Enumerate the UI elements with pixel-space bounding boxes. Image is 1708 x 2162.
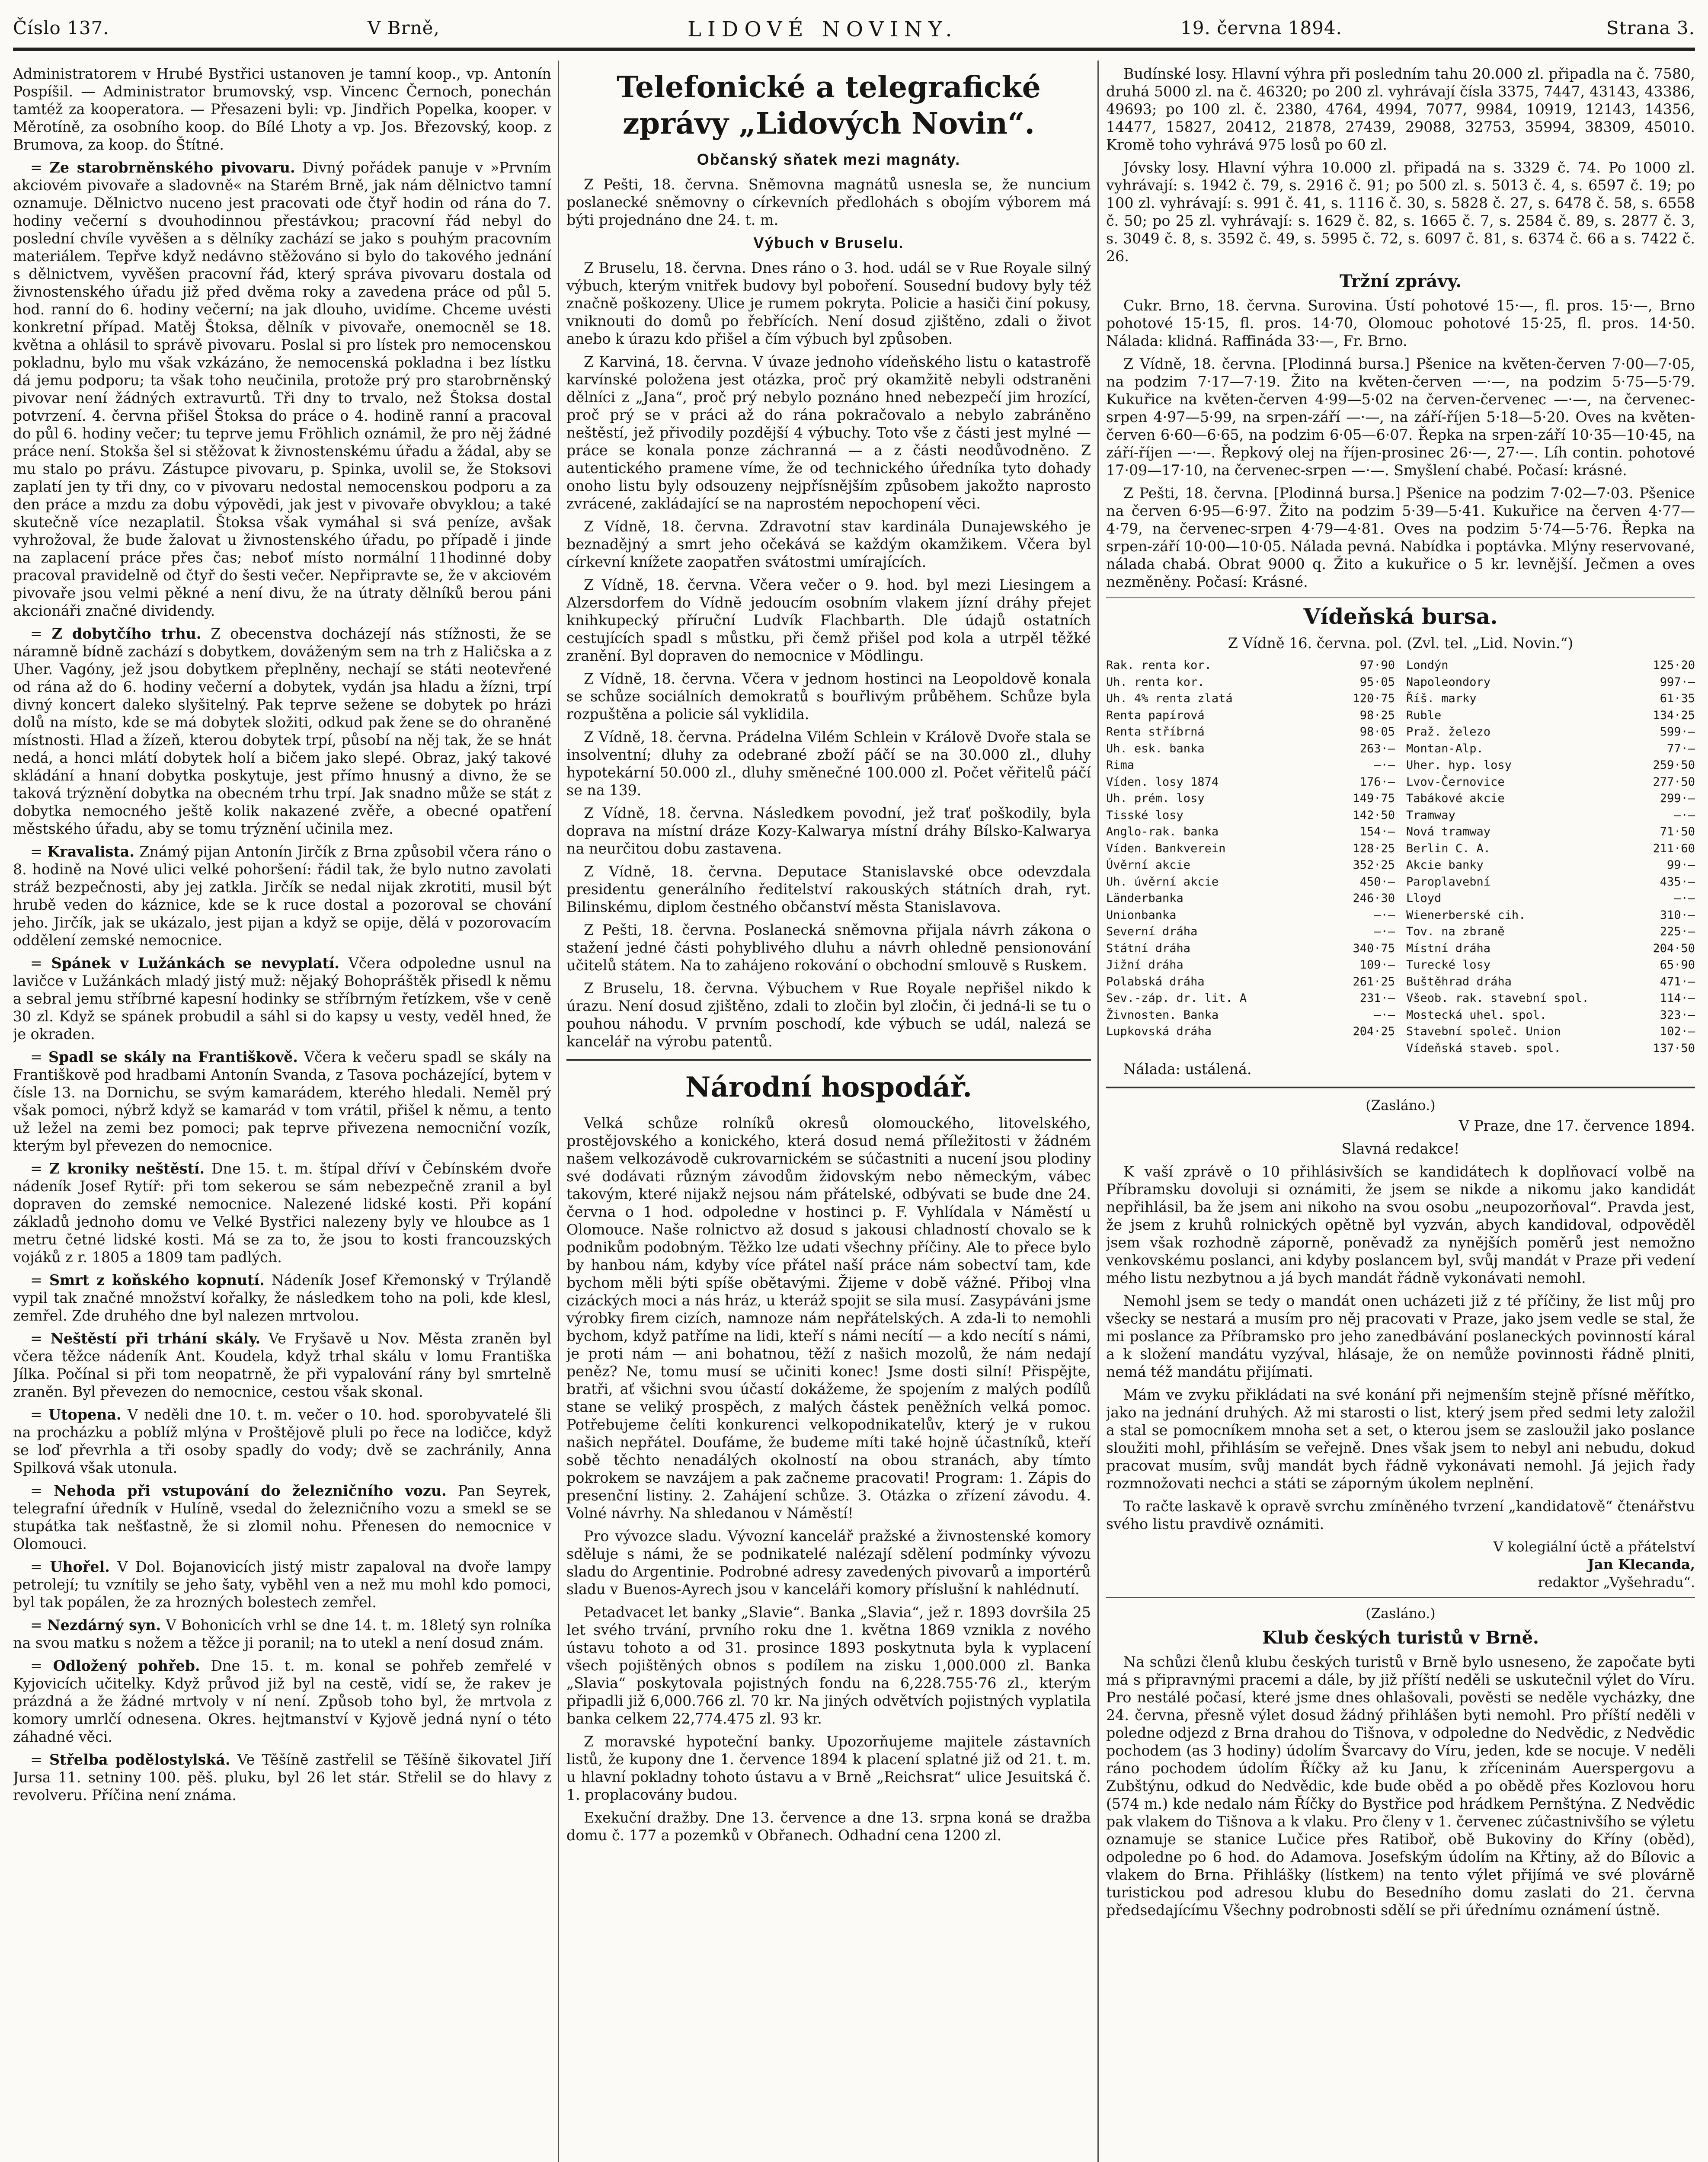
bourse-security-name: Uher. hyp. losy — [1406, 758, 1512, 772]
bourse-security-name: Říš. marky — [1406, 692, 1477, 705]
letter-salutation: Slavná redakce! — [1341, 1140, 1460, 1157]
bourse-quote: 102·— — [1660, 1025, 1695, 1038]
news-paragraph: Z Karviná, 18. června. V úvaze jednoho vídeňského listu o katastrofě karvínské položena jest otázka, proč prý okamžitě nebyli odstraněni dělníci z „Jana“, proč prý nebylo poznáno hned nebezpečí jim hrozící, proč prý se v práci až do rána pokračovalo a nebylo zabráněno neštěstí, jež přivodily pozdější 4 výbuchy. Toto vše z části jest mylné — práce se konala ponze záchranná — a z části neodůvodněno. Z autentického pramene víme, že od technického úředníka tyto dohady onoho listu byly odsouzeny nejpřísnějším způsobem jakožto naprosto zvrácené, zakládající se na naprostém nepochopení věci. — [566, 353, 1091, 512]
bourse-row — [1406, 790, 1695, 807]
news-paragraph: Z Vídně, 18. června. Následkem povodní, jež trať poškodily, byla doprava na místní dráze Kozy-Kalwarya místní dráhy Bílsko-Kalwarya na neurčitou dobu zastavena. — [566, 805, 1091, 857]
letter-dateline: V Praze, dne 17. července 1894. — [1459, 1117, 1695, 1134]
bourse-row — [1106, 1007, 1395, 1024]
section-rule — [1106, 1087, 1695, 1088]
bourse-security-name: Praž. železo — [1406, 725, 1491, 739]
news-item-text: Z obecenstva docházejí nás stížnosti, že se náramně bídně zachází s dobytkem, dováženým sem na trh z Haličska a z Uher. Vagóny, jež jsou dobytkem přeplněny, nechají se státi neotevřené od rána až do 6. hodiny večerní a dobytek, vydán jsa hladu a žízni, trpí divný koncert daleko slyšitelný. Pak teprve sežene se dobytek po hrázi dolů na místo, kde se má dobytek složiti, odkud pak žene se do ohraněné místnosti. Hlad a žízeň, kterou dobytek trpí, působí na něj tak, že se hnát nedá, a honci mlátí dobytek holí a bičem jako slepé. Obraz, jaký takové skládání a hnaní dobytka poskytuje, jest přímo hnusný a divno, že se taková trýznění dobytka na obecném trhu trpí. Jak snadno může se stát z dobytka nemocného ještě kolik nakazené zvěře, a obecné opatření městského úřadu, aby se tomu trýznění učinila mez. — [13, 625, 551, 837]
bourse-row — [1406, 874, 1695, 891]
news-item-heading: Utopena. — [48, 1406, 122, 1423]
bourse-row — [1106, 974, 1395, 991]
bourse-quote: 99·— — [1666, 858, 1695, 872]
news-item-text: Známý pijan Antonín Jirčík z Brna způsobil včera ráno o 8. hodině na Nové ulici velké pohoršení: řádil tak, že bylo nutno zavolati stráž bezpečnosti, aby jej zatkla. Jirčík se nedal nijak zkrotiti, musil být hrubě veden do káznice, kde se k ruce dostal a pozoroval se chování jeho. Jirčík, jak se ukázalo, jest pijan a když se opije, dělá v pozorovacím oddělení zemské nemocnice. — [13, 843, 551, 949]
bourse-security-name: Vídeňská staveb. spol. — [1406, 1041, 1561, 1055]
bourse-row — [1106, 774, 1395, 791]
bourse-row — [1106, 907, 1395, 924]
news-items — [13, 159, 551, 1804]
bourse-row — [1406, 940, 1695, 957]
economy-paragraph: Velká schůze rolníků okresů olomouckého, litovelského, prostějovského a konického, která dosud nemá příležitosti v žádném našem velkozávodě cukrovarnickém se súčastniti a nucení jsou plodiny své dodávati různým závodům židovským nebo německým, vábec takovým, které nijakž nejsou nám přátelské, odbývati se bude dne 24. června o 1 hod. odpoledne v hostinci p. F. Vyhlídala v Náměstí u Olomouce. Naše rolnictvo až dosud s jakousi chladností chovalo se k podnikům podobným. Těžko lze udati všechny příčiny. Ale to přece bylo by hanbou nám, kdyby více přátel naší práce nám sobectví tam, kde bychom měli býti spíše obětavými. Žijeme v době vážné. Přiboj vlna cizáckých moci a nás hráz, u kteráž spojit se sila musí. Zasypáváni jsme výrobky firem cizích, namnoze nám nepřátelských. A zda-li to nemohli bychom, když patříme na lidi, kteří s námi necítí — a kdo necítí s námi, je proti nám — ani bohatnou, těží z našich mozolů, že nám nedají peněz? Ne, tomu musí se učiniti konec! Jsme dosti silní! Přispějte, bratři, ať všichni svou účastí dokážeme, že spojením z malých podílů stane se veliký prospěch, z malých částek peněžních velká pomoc. Potřebujeme čelíti konkurenci velkopodnikatelův, který je v rukou našich nepřátel. Doufáme, že budeme míti také hojně účastníků, kteří sobě těchto nenadálých okolností na obou stranách, aby tímto pokrokem se navzájem a pak začneme pracovati! Program: 1. Zápis do presenční listiny. 2. Zahájení schůze. 3. Otázka o zřízení závodu. 4. Volné návrhy. Na shledanou v Náměstí! — [566, 1115, 1091, 1522]
bourse-quote: 299·— — [1660, 792, 1695, 805]
bourse-security-name: Berlin C. A. — [1406, 841, 1491, 855]
news-item-heading: Uhořel. — [50, 1558, 110, 1575]
bourse-security-name: Wienerberské cih. — [1406, 908, 1526, 922]
news-item: = Nehoda při vstupování do železničního vozu. Pan Seyrek, telegrafní úředník v Hulíně, vsedal do železničního vozu a smekl se se stupátka tak nešťastně, že si zlomil nohu. Přenesen do nemocnice v Olomouci. — [13, 1482, 551, 1552]
news-item-heading: Odložený pohřeb. — [53, 1657, 200, 1674]
bourse-row — [1106, 824, 1395, 841]
bourse-security-name: Státní dráha — [1106, 941, 1191, 955]
tourist-club-paragraph: Na schůzi členů klubu českých turistů v Brně bylo usneseno, že započate byti má s připravnými pracemi a dále, by již příští neděli se uskutečnil výlet do Víru. Pro nestálé počasí, které jsme dnes ohlašovali, pověsti se neděle vycházky, dne 24. června, přesně výlet dosud žádný přihlášen byti nemohl. Pro příští neděli v poledne odjezd z Brna drahou do Tišnova, v odpoledne do Nedvědic, z Nedvědic pochodem (as 3 hodiny) údolím Švarcavy do Víru, jeden, kde se nocuje. V neděli ráno pochodem údolím Říčky až ku Janu, k zříceninám Auerspergovu a Zubštýnu, odkud do Nedvědic, kde bude oběd a po obědě přes Kozlovou horu (574 m.) kde nedalo nám Říčky do Bystřice pod hrádkem Pernštýna. Z Nedvědic pak vlakem do Tišnova a k vlaku. Pro členy v 1. červenec zúčastnivšího se výletu oznamuje se stanice Lučice přes Ratiboř, obě Bukoviny do Kříny (oběd), odpoledne po 6 hod. do Adamova. Josefským údolím na Křtiny, až do Bílovic a vlakem do Brna. Přihlášky (lístkem) na tento výlet přijímá ve své plovárně turistickou pod adresou klubu do Besedního domu zaslati do 21. června předsedajícímu Všechny podrobnosti sdělí se při úřednímu oznámení ústně. — [1106, 1653, 1695, 1919]
column-intro: Administratorem v Hrubé Bystřici ustanoven je tamní koop., vp. Antonín Pospíšil. — Administrator brumovský, vsp. Vincenc Černoch, ponechán tamtéž za kooperatora. — Přesazeni byli: vp. Jindřich Popelka, kooper. v Měrotíně, za osobního koop. do Bílé Lhoty a vp. Jos. Březovský, koop. z Brumova, za koop. do Štítné. — [13, 65, 551, 153]
bourse-quote: —·— — [1374, 758, 1395, 772]
bourse-security-name: Ruble — [1406, 708, 1442, 722]
bourse-row — [1106, 940, 1395, 957]
bourse-quote: 310·— — [1660, 908, 1695, 922]
bourse-quote: 997·— — [1660, 675, 1695, 689]
news-item-heading: Ze starobrněnského pivovaru. — [49, 159, 295, 176]
bourse-row — [1106, 841, 1395, 857]
bourse-row — [1406, 707, 1695, 724]
bourse-security-name: Montan-Alp. — [1406, 742, 1484, 755]
bourse-row — [1406, 924, 1695, 940]
bourse-security-name: Turecké losy — [1406, 958, 1491, 972]
bourse-quote: 231·— — [1359, 991, 1395, 1005]
bourse-row — [1406, 757, 1695, 774]
news-item: = Smrt z koňského kopnutí. Nádeník Josef Křemonský v Trýlandě vypil tak značné množství kořalky, že následkem toho na poli, kde klesl, zemřel. Zde druhého dne byl nalezen mrtvolou. — [13, 1272, 551, 1324]
bourse-quote: 225·— — [1660, 925, 1695, 938]
zaslano-label: (Zasláno.) — [1366, 1097, 1436, 1113]
bourse-quote: 137·50 — [1653, 1041, 1695, 1055]
bourse-row — [1406, 674, 1695, 691]
column-markets — [1106, 65, 1695, 2162]
news-item: = Nezdárný syn. V Bohonicích vrhl se dne 14. t. m. 18letý syn rolníka na svou matku s nožem a těžce ji poranil; na to utekl a není dosud znám. — [13, 1617, 551, 1651]
bourse-row — [1406, 957, 1695, 974]
news-item-heading: Z kroniky neštěstí. — [49, 1160, 205, 1177]
news-paragraph: Z Pešti, 18. června. Sněmovna magnátů usnesla se, že nuncium poslanecké sněmovny o církevních předlohách s obojím výborem má býti projednáno dne 24. t. m. — [566, 176, 1091, 228]
news-item: = Z kroniky neštěstí. Dne 15. t. m. štípal dříví v Čebínském dvoře nádeník Josef Rytíř: při tom sekerou se sám nebezpečně zranil a byl dopraven do zemské nemocnice. Nalezené lidské kosti. Při kopání základů jednoho domu ve Velké Bystřici nalezeny byly ve hloubce as 1 metru četné lidské kosti. Má se za to, že jsou to kosti francouzských vojáků z r. 1805 a 1809 tam padlých. — [13, 1160, 551, 1266]
news-item: = Spánek v Lužánkách se nevyplatí. Včera odpoledne usnul na lavičce v Lužánkách mladý jistý muž: nějaký Bohopráštěk přisedl k němu a sebral jemu stříbrné kapesní hodinky se stříbrným řetízkem, vše v ceně 30 zl. Když se spánek probudil a sáhl si do kapsy u vesty, veděl hned, že je okraden. — [13, 955, 551, 1043]
news-paragraph: Z Vídně, 18. června. Prádelna Vilém Schlein v Králově Dvoře stala se insolventní; dluhy za odebrané zboží páčí se na 30.000 zl., dluhy hypotekární 50.000 zl., dluhy směnečné 100.000 zl. Počet věřitelů páčí se na 139. — [566, 729, 1091, 799]
bourse-security-name: Renta papírová — [1106, 708, 1205, 722]
bourse-security-name: Jižní dráha — [1106, 958, 1183, 972]
bourse-quote: 204·25 — [1353, 1025, 1395, 1038]
news-item-text: Pan Seyrek, telegrafní úředník v Hulíně, vsedal do železničního vozu a smekl se se stupátka tak nešťastně, že si zlomil nohu. Přenesen do nemocnice v Olomouci. — [13, 1482, 551, 1552]
bourse-row — [1106, 857, 1395, 874]
bourse-quote: 128·25 — [1353, 841, 1395, 855]
bourse-row — [1406, 907, 1695, 924]
bourse-security-name: Uh. renta kor. — [1106, 675, 1205, 689]
bourse-security-name: Londýn — [1406, 659, 1449, 672]
bourse-security-name: Severní dráha — [1106, 925, 1198, 938]
issue-number: Číslo 137. — [13, 17, 109, 38]
bourse-row — [1106, 757, 1395, 774]
bourse-security-name: Akcie banky — [1406, 858, 1484, 872]
bourse-quote: 204·50 — [1653, 941, 1695, 955]
bourse-security-name: Uh. prém. losy — [1106, 792, 1205, 805]
bourse-row — [1106, 990, 1395, 1007]
bourse-heading: Vídeňská bursa. — [1303, 604, 1498, 629]
bourse-security-name: Víden. losy 1874 — [1106, 775, 1219, 789]
bourse-row — [1106, 924, 1395, 940]
bourse-security-name: Buštěhrad dráha — [1406, 975, 1512, 988]
bourse-quote: 246·30 — [1353, 892, 1395, 905]
bourse-security-name: Tabákové akcie — [1406, 792, 1505, 805]
bourse-security-name: Stavební společ. Union — [1406, 1025, 1561, 1038]
economy-paragraph: Petadvacet let banky „Slavie“. Banka „Slavia“, jež r. 1893 dovršila 25 let svého trvání, prvního roku dne 1. května 1869 vznikla z nového ústavu tohoto a od 31. prosince 1893 poskytnuta byla k vyplacení všech pojištěných obnos s podílem na zisku 1,000.000 zl. Banka „Slavia“ poskytovala pojistných fondu na 6,228.755·76 zl., kterým připadli již 6,000.766 zl. 70 kr. Na jiných odvětvích pojistných vyplatila banka celkem 22,774.475 zl. 93 kr. — [566, 1604, 1091, 1727]
letter-paragraph: Mám ve zvyku přikládati na své konání při nejmenším stejně přísné měřítko, jako na jednání druhých. Až mi starosti o list, který jsem před sedmi lety založil a stal se pomocníkem mnoha set a set, o kterou jsem se zasloužil jako poslance sloužiti mohl, přihlásím se veřejně. Dnes však jsem to nebyl ani nebudu, dokud pracovat musím, svůj mandát bych řádně vykonávati nemohl. Já jejich řady rozmnožovati nechci a státi se záporným úkolem neplnění. — [1106, 1386, 1695, 1492]
column-divider — [1097, 61, 1099, 2162]
bourse-security-name: Tisské losy — [1106, 808, 1183, 822]
letter-body — [1106, 1163, 1695, 1533]
bourse-security-name: Tramway — [1406, 808, 1455, 822]
bourse-quote: —·— — [1674, 808, 1695, 822]
news-item-text: Dne 15. t. m. konal se pohřeb zemřelé v Kyjovicích učitelky. Když průvod již byl na cestě, vidí se, že rakev je prázdná a že žádné mrtvoly v ní není. Způsob toho byl, že mrtvola z komory umrlčí odnesena. Okres. hejtmanství v Kyjově jedná nyní o této záhadné věci. — [13, 1657, 551, 1745]
letter-signature: Jan Klecanda, — [1587, 1556, 1695, 1573]
column-telegraph — [566, 65, 1091, 2162]
news-item: = Spadl se skály na Františkově. Včera k večeru spadl se skály na Františkově pod hradbami Antonín Svanda, z Tasova pocházející, bytem v čísle 13. na Dornichu, se svým kamarádem, kterého hledali. Neměl prý však pomoci, nýbrž když se kamarád v tom vrátil, přišel k němu, a tento už ležel na zemi bez pomoci; pak teprve přivezena nemocniční vozík, kterým byl převezen do nemocnice. — [13, 1049, 551, 1154]
bourse-row — [1406, 974, 1695, 991]
masthead-title: LIDOVÉ NOVINY. — [688, 17, 958, 42]
bourse-row — [1406, 841, 1695, 857]
news-item: = Odložený pohřeb. Dne 15. t. m. konal se pohřeb zemřelé v Kyjovicích učitelky. Když průvod již byl na cestě, vidí se, že rakev je prázdná a že žádné mrtvoly v ní není. Způsob toho byl, že mrtvola z komory umrlčí odnesena. Okres. hejtmanství v Kyjově jedná nyní o této záhadné věci. — [13, 1657, 551, 1745]
news-item-text: Divný pořádek panuje v »Prvním akciovém pivovaře a sladovně« na Starém Brně, jak nám dělnictvo tamní oznamuje. Dělnictvo nuceno jest pracovati ode čtyř hodin od rána do 7. hodiny večerní s dvouhodinnou přestávkou; pracovní řád nebyl do poslední chvíle vyvěšen a s dělníky zachází se jako s pouhým pracovním materiálem. Tepřve když nedávno stěžováno si bylo do takového jednání s dělnictvem, vyvěšen pracovní řád, který správa pivovaru dostala od živnostenského úřadu již před dvěma roky a zavedena práce od půl 5. hod. ranní do 6. hodiny večerní; na jak dlouho, uvidíme. Chceme uvésti konkretní případ. Matěj Štoksa, dělník v pivovaře, onemocněl se 18. května a ohlásil to správě pivovaru. Poslal si pro lístek pro nemocenskou pokladnu, bylo mu však vzkázáno, že nemocenská pokladna i bez lístku dá jemu podporu; ta však toho neučinila, protože prý pro starobrněnský pivovar není žádných extravurtů. Tři dny to trvalo, než Štoksa dostal potvrzení. 4. června přišel Štoksa do práce o 4. hodině ranní a pracoval do půl 6. hodiny večer; tu teprve jemu Fröhlich oznámil, že pro něj žádné práce není. Stokša šel si stěžovat k živnostenskému úřadu a žádal, aby se mu stalo po právu. Zástupce pivovaru, p. Spinka, uvolil se, že Stoksovi zaplatí jen ty tři dny, co v pivovaru nedostal nemocenskou podporu a za den práce a mzdu za dobu výpovědi, jak jest v pivovaře obvyklou; a také skutečně více nezaplatil. Štoksa však vymáhal si svá peníze, avšak vyhrožoval, že bude žalovat u živnostenského úřadu, po případě i jinde na zaplacení práce přes čas; neboť místo normální 11hodinné doby pracoval pravidelně od čtyř do šesti večer. Nepřipravte se, že v akciovém pivovaře jsou velmi pěkné a není divu, že na útraty dělníků berou páni akcionáři značné dividendy. — [13, 159, 551, 619]
bourse-security-name: Paroplavební — [1406, 875, 1491, 889]
bourse-column-left — [1106, 657, 1395, 1057]
section-rule — [1106, 1597, 1695, 1598]
news-paragraph: Z Vídně, 18. června. Zdravotní stav kardinála Dunajewského je beznadějný a smrt jeho očekává se každým okamžikem. Včera byl církevní knížete zaopatřen svátostmi umírajících. — [566, 518, 1091, 570]
economy-headline: Národní hospodář. — [685, 1071, 972, 1103]
subhead-civil-marriage: Občanský sňatek mezi magnáty. — [697, 150, 961, 168]
news-item-heading: Neštěstí při trhání skály. — [50, 1330, 261, 1347]
bourse-quote: 450·— — [1359, 875, 1395, 889]
letter-paragraph: To račte laskavě k opravě svrchu zmíněného tvrzení „kandidatově“ čtenářstvu svého listu pravdivě oznámiti. — [1106, 1498, 1695, 1532]
bourse-quote: 98·25 — [1359, 708, 1395, 722]
news-item-text: V Bohonicích vrhl se dne 14. t. m. 18letý syn rolníka na svou matku s nožem a těžce ji poranil; na to utekl a není dosud znám. — [13, 1617, 551, 1651]
bourse-row — [1406, 774, 1695, 791]
letter-greeting: V kolegiální úctě a přátelství — [1493, 1538, 1695, 1555]
bourse-quote: 263·— — [1359, 742, 1395, 755]
bourse-security-name: Tov. na zbraně — [1406, 925, 1505, 938]
lottery-paragraph: Jóvsky losy. Hlavní výhra 10.000 zl. připadá na s. 3329 č. 74. Po 1000 zl. vyhrávají: s. 1942 č. 79, s. 2916 č. 91; po 500 zl. s. 5013 č. 4, s. 6597 č. 19; po 100 zl. vyhrávají: s. 991 č. 41, s. 1116 č. 30, s. 5828 č. 27, s. 6478 č. 58, s. 6558 č. 50; po 25 zl. vyhrávají: s. 1629 č. 82, s. 1665 č. 7, s. 2584 č. 89, s. 2877 č. 3, s. 3049 č. 8, s. 3592 č. 49, s. 5995 č. 72, s. 6097 č. 81, s. 6374 č. 66 a s. 7422 č. 26. — [1106, 159, 1695, 265]
news-item: = Utopena. V neděli dne 10. t. m. večer o 10. hod. sporobyvatelé šli na procházku a poblíž mlýna v Proštějově pluli po řece na lodičce, když se loď převrhla a tři osoby spadly do vody; dvě se zachránily, Anna Spilková však utonula. — [13, 1406, 551, 1476]
bourse-security-name: Mostecká uhel. spol. — [1406, 1008, 1547, 1022]
news-item-text: Ve Fryšavě u Nov. Města zraněn byl včera těžce nádeník Ant. Koudela, když trhal skálu v lomu Františka Jílka. Počínal si při tom neopatrně, že při vypalování rány byl smrtelně zraněn. Byl převezen do nemocnice, cestou však skonal. — [13, 1330, 551, 1400]
news-item-heading: Spánek v Lužánkách se nevyplatí. — [51, 955, 339, 972]
bourse-row — [1406, 824, 1695, 841]
bourse-row — [1106, 1023, 1395, 1040]
bourse-security-name: Rak. renta kor. — [1106, 659, 1212, 672]
bourse-quote: 114·— — [1660, 991, 1695, 1005]
news-paragraph: Z Vídně, 18. června. Deputace Stanislavské obce odevzdala presidentu generálního ředitelství rakouských státních drah, ryt. Bilinskému, diplom čestného občanství města Stanislavova. — [566, 863, 1091, 915]
news-item-heading: Nezdárný syn. — [47, 1617, 161, 1634]
bourse-quote: 142·50 — [1353, 808, 1395, 822]
bourse-row — [1106, 741, 1395, 758]
news-item: = Uhořel. V Dol. Bojanovicích jistý mistr zapaloval na dvoře lampy petrolejí; tu vznítily se jeho šaty, vyběhl ven a než mu mohl kdo pomoci, byl tak popálen, že za hrozných bolestech zemřel. — [13, 1558, 551, 1611]
bourse-security-name: Unionbanka — [1106, 908, 1177, 922]
bourse-quote: 65·90 — [1660, 958, 1695, 972]
news-item-text: V Dol. Bojanovicích jistý mistr zapaloval na dvoře lampy petrolejí; tu vznítily se jeho šaty, vyběhl ven a než mu mohl kdo pomoci, byl tak popálen, že za hrozných bolestech zemřel. — [13, 1558, 551, 1611]
bourse-quote: —·— — [1374, 908, 1395, 922]
bourse-security-name: Polabská dráha — [1106, 975, 1205, 988]
bourse-row — [1406, 724, 1695, 741]
bourse-security-name: Uh. úvěrní akcie — [1106, 875, 1219, 889]
bourse-quote: 211·60 — [1653, 841, 1695, 855]
economy-paragraph: Pro vývozce sladu. Vývozní kancelář pražské a živnostenské komory sděluje s námi, že se podnikatelé nalézají sdělení podmínky vývozu sladu do Argentinie. Podrobné adresy zavedených pivovarů a importérů sladu v Buenos-Ayrech jsou v kanceláři komory příslušní k nahlédnutí. — [566, 1528, 1091, 1598]
header-rule — [13, 48, 1695, 51]
bourse-row — [1406, 741, 1695, 758]
bourse-quote: —·— — [1374, 1008, 1395, 1022]
bourse-quote: 71·50 — [1660, 825, 1695, 838]
bourse-row — [1106, 890, 1395, 907]
letter-paragraph: Nemohl jsem se tedy o mandát onen ucházeti již z té příčiny, že list můj pro všecky se nestará a musím pro něj pracovati v Praze, jako jsem vedle se stal, že mi poslance za Příbramsko pro jeho zanedbávání poslaneckých povinností káral a k složení mandátu vyzýval, hlásaje, že on nemůže povinnosti řádně plniti, nemá též mandátu přijímati. — [1106, 1292, 1695, 1380]
news-item-heading: Střelba podělostylská. — [49, 1751, 230, 1768]
bourse-security-name: Místní dráha — [1406, 941, 1491, 955]
market-paragraph: Z Vídně, 18. června. [Plodinná bursa.] Pšenice na květen-červen 7·00—7·05, na podzim 7·17—7·19. Žito na květen-červen —·—, na podzim 5·75—5·79. Kukuřice na květen-červen 4·99—5·02 na červen-červenec —·—, na červenec-srpen 4·97—5·99, na srpen-září —·—, na září-říjen 5·18—5·20. Oves na květen-červen 6·60—6·65, na podzim 6·05—6·07. Řepka na srpen-září 10·35—10·45, na září-říjen —·—. Řepkový olej na říjen-prosinec 26·—, 27·—. Líh contin. pohotové 17·09—17·10, na červenec-srpen —·—. Smyšlení chabé. Počasí: krásné. — [1106, 355, 1695, 479]
zaslano-label: (Zasláno.) — [1366, 1605, 1436, 1622]
bourse-security-name: Anglo-rak. banka — [1106, 825, 1219, 838]
bourse-security-name: Nová tramway — [1406, 825, 1491, 838]
bourse-column-right — [1406, 657, 1695, 1057]
bourse-security-name: Renta stříbrná — [1106, 725, 1205, 739]
news-item-text: Dne 15. t. m. štípal dříví v Čebínském dvoře nádeník Josef Rytíř: při tom sekerou se sám nebezpečně zranil a byl dopraven do zemské nemocnice. Nalezené lidské kosti. Při kopání základů jednoho domu ve Velké Bystřici nalezeny byly ve hloubce as 1 metru četné lidské kosti. Má se za to, že jsou to kosti francouzských vojáků z r. 1805 a 1809 tam padlých. — [13, 1160, 551, 1266]
bourse-quote: 176·— — [1359, 775, 1395, 789]
bourse-security-name: Lloyd — [1406, 892, 1442, 905]
bourse-row — [1406, 1023, 1695, 1040]
bourse-mood: Nálada: ustálená. — [1123, 1061, 1252, 1078]
bourse-security-name: Uh. 4% renta zlatá — [1106, 692, 1233, 705]
news-item: = Ze starobrněnského pivovaru. Divný pořádek panuje v »Prvním akciovém pivovaře a sladovně« na Starém Brně, jak nám dělnictvo tamní oznamuje. Dělnictvo nuceno jest pracovati ode čtyř hodin od rána do 7. hodiny večerní s dvouhodinnou přestávkou; pracovní řád nebyl do poslední chvíle vyvěšen a s dělníky zachází se jako s pouhým pracovním materiálem. Tepřve když nedávno stěžováno si bylo do takového jednání s dělnictvem, vyvěšen pracovní řád, který správa pivovaru dostala od živnostenského úřadu již před dvěma roky a zavedena práce od půl 5. hod. ranní do 6. hodiny večerní; na jak dlouho, uvidíme. Chceme uvésti konkretní případ. Matěj Štoksa, dělník v pivovaře, onemocněl se 18. května a ohlásil to správě pivovaru. Poslal si pro lístek pro nemocenskou pokladnu, bylo mu však vzkázáno, že nemocenská pokladna i bez lístku dá jemu podporu; ta však toho neučinila, protože prý pro starobrněnský pivovar není žádných extravurtů. Tři dny to trvalo, než Štoksa dostal potvrzení. 4. června přišel Štoksa do práce o 4. hodině ranní a pracoval do půl 6. hodiny večer; tu teprve jemu Fröhlich oznámil, že pro něj žádné práce není. Stokša šel si stěžovat k živnostenskému úřadu a žádal, aby se mu stalo po právu. Zástupce pivovaru, p. Spinka, uvolil se, že Stoksovi zaplatí jen ty tři dny, co v pivovaru nedostal nemocenskou podporu a za den práce a mzdu za dobu výpovědi, jak jest v pivovaře obvyklou; a také skutečně více nezaplatil. Štoksa však vymáhal si svá peníze, avšak vyhrožoval, že bude žalovat u živnostenského úřadu, po případě i jinde na zaplacení práce přes čas; neboť místo normální 11hodinné doby pracoval pravidelně od čtyř do šesti večer. Nepřipravte se, že v akciovém pivovaře jsou velmi pěkné a není divu, že na útraty dělníků berou páni akcionáři značné dividendy. — [13, 159, 551, 619]
bourse-row — [1406, 807, 1695, 824]
news-item-heading: Z dobytčího trhu. — [51, 625, 202, 642]
bourse-row — [1406, 657, 1695, 674]
bourse-security-name: Lvov-Černovice — [1406, 775, 1505, 789]
dateline-place: V Brně, — [368, 17, 440, 38]
bourse-quote: 149·75 — [1353, 792, 1395, 805]
column-local-news — [13, 65, 551, 2162]
bourse-row — [1406, 990, 1695, 1007]
bourse-security-name: Živnosten. Banka — [1106, 1008, 1219, 1022]
economy-paragraph: Exekuční dražby. Dne 13. července a dne 13. srpna koná se dražba domu č. 177 a pozemků v Obřanech. Odhadní cena 1200 zl. — [566, 1809, 1091, 1844]
bourse-quote: —·— — [1674, 892, 1695, 905]
tourist-club-heading: Klub českých turistů v Brně. — [1262, 1628, 1539, 1648]
news-item-text: Ve Těšíně zastřelil se Těšíně šikovatel Jiří Jursa 11. setniny 100. pěš. pluku, byl 26 let stár. Střelil se do hlavy z revolveru. Příčina není známa. — [13, 1751, 551, 1804]
bourse-security-name: Víden. Bankverein — [1106, 841, 1226, 855]
bourse-quote: 97·90 — [1359, 659, 1395, 672]
bourse-row — [1106, 790, 1395, 807]
section-rule — [1106, 597, 1695, 598]
market-paragraph: Cukr. Brno, 18. června. Surovina. Ústí pohotové 15·—, fl. pros. 15·—, Brno pohotové 15·15, fl. pros. 14·70, Olomouc pohotové 15·25, fl. pros. 14·50. Nálada: klidná. Raffináda 33·—, Fr. Brno. — [1106, 297, 1695, 349]
news-item-heading: Nehoda při vstupování do železničního vozu. — [54, 1482, 447, 1499]
bourse-row — [1106, 674, 1395, 691]
bourse-subheading: Z Vídně 16. června. pol. (Zvl. tel. „Lid. Novin.“) — [1228, 635, 1574, 652]
bourse-quote: —·— — [1374, 925, 1395, 938]
bourse-row — [1106, 807, 1395, 824]
news-paragraph: Z Bruselu, 18. června. Výbuchem v Rue Royale nepřišel nikdo k úrazu. Není dosud zjištěno, zdali to zločin byl zločin, či jedná-li se tu o pouhou náhodu. V prvním poschodí, kde výbuch se udál, nalezá se kancelář na výrobu patentů. — [566, 980, 1091, 1050]
bourse-row — [1406, 890, 1695, 907]
bourse-quote: 154·— — [1359, 825, 1395, 838]
bourse-table — [1106, 657, 1695, 1057]
letter-paragraph: K vaší zprávě o 10 přihlásivších se kandidátech k doplňovací volbě na Příbramsku dovoluji si oznámiti, že jsem se nikde a nikomu jako kandidát nepřihlásil, ba že jsem ani nikoho na svou osobu „neupozorňoval“. Pravda jest, že jsem z kruhů rolnických opětně byl vyzván, abych kandidoval, odpověděl jsem však rozhodně záporně, poněvadž za nynějších poměrů jest nemožno venkovskému poslanci, ani kdyby poslancem byl, svůj mandát v Praze při vedení mého listu nezbytnou a já bych mandát řádně vykonávati nemohl. — [1106, 1163, 1695, 1286]
news-item: = Z dobytčího trhu. Z obecenstva docházejí nás stížnosti, že se náramně bídně zachází s dobytkem, dováženým sem na trh z Haličska a z Uher. Vagóny, jež jsou dobytkem přeplněny, nechají se státi neotevřené od rána až do 6. hodiny večerní a dobytek, vydán jsa hladu a žízni, trpí divný koncert daleko slyšitelný. Pak teprve sežene se dobytek po hrázi dolů na místo, kde se má dobytek složiti, odkud pak žene se do ohraněné místnosti. Hlad a žízeň, kterou dobytek trpí, působí na něj tak, že se hnát nedá, a honci mlátí dobytek holí a bičem jako slepé. Obraz, jaký takové skládání a hnaní dobytka poskytuje, jest přímo hnusný a divno, že se taková trýznění dobytka na obecném trhu trpí. Jak snadno může se stát z dobytka nemocného ještě kolik nakazené zvěře, a obecné opatření městského úřadu, aby se tomu trýznění učinila mez. — [13, 625, 551, 837]
bourse-quote: 323·— — [1660, 1008, 1695, 1022]
bourse-quote: 352·25 — [1353, 858, 1395, 872]
economy-paragraph: Z moravské hypoteční banky. Upozorňujeme majitele zástavních listů, že kupony dne 1. července 1894 k placení splatné již od 21. t. m. u hlavní pokladny tohoto ústavu a v Brně „Reichsrat“ ulice Jesuitská č. 1. proplacovány budou. — [566, 1733, 1091, 1803]
bourse-row — [1106, 707, 1395, 724]
bourse-row — [1406, 1007, 1695, 1024]
bourse-row — [1106, 724, 1395, 741]
news-item: = Střelba podělostylská. Ve Těšíně zastřelil se Těšíně šikovatel Jiří Jursa 11. setniny 100. pěš. pluku, byl 26 let stár. Střelil se do hlavy z revolveru. Příčina není známa. — [13, 1751, 551, 1804]
news-item: = Neštěstí při trhání skály. Ve Fryšavě u Nov. Města zraněn byl včera těžce nádeník Ant. Koudela, když trhal skálu v lomu Františka Jílka. Počínal si při tom neopatrně, že při vypalování rány byl smrtelně zraněn. Byl převezen do nemocnice, cestou však skonal. — [13, 1330, 551, 1400]
bourse-row — [1106, 874, 1395, 891]
bourse-quote: 95·05 — [1359, 675, 1395, 689]
bourse-quote: 98·05 — [1359, 725, 1395, 739]
news-item-heading: Kravalista. — [47, 843, 134, 860]
market-paragraph: Z Pešti, 18. června. [Plodinná bursa.] Pšenice na podzim 7·02—7·03. Pšenice na červen 6·95—6·97. Žito na podzim 5·39—5·41. Kukuřice na červen 4·77—4·79, na červenec-srpen 4·79—4·81. Oves na podzim 5·74—5·76. Řepka na srpen-září 10·00—10·05. Nálada pevná. Nabídka i poptávka. Mlýny reservované, nálada chabá. Obrat 9000 q. Žito a kukuřice o 5 kr. levnější. Ječmen a oves nezměněny. Počasí: Krásné. — [1106, 485, 1695, 590]
bourse-row — [1106, 657, 1395, 674]
bourse-quote: 340·75 — [1353, 941, 1395, 955]
bourse-quote: 435·— — [1660, 875, 1695, 889]
column-divider — [558, 61, 559, 2162]
news-paragraph: Z Bruselu, 18. června. Dnes ráno o 3. hod. udál se v Rue Royale silný výbuch, kterým vnitřek budovy byl poboření. Sousední budovy byly též značně poškozeny. Ulice je rumem pokryta. Policie a hasiči činí pokusy, vniknouti do domů po řebřících. Není dosud zjištěno, zdali o život anebo k úrazu kdo přišel a čím výbuch byl způsoben. — [566, 259, 1091, 347]
news-item-heading: Smrt z koňského kopnutí. — [49, 1272, 265, 1289]
bourse-quote: 125·20 — [1653, 659, 1695, 672]
news-item-text: Včera k večeru spadl se skály na Františkově pod hradbami Antonín Svanda, z Tasova pocházející, bytem v čísle 13. na Dornichu, se svým kamarádem, kterého hledali. Neměl prý však pomoci, nýbrž když se kamarád v tom vrátil, přišel k němu, a tento už ležel na zemi bez pomoci; pak teprve přivezena nemocniční vozík, kterým byl převezen do nemocnice. — [13, 1049, 551, 1154]
bourse-security-name: Napoleondory — [1406, 675, 1491, 689]
bourse-quote: 77·— — [1666, 742, 1695, 755]
bourse-row — [1406, 857, 1695, 874]
news-paragraph: Z Vídně, 18. června. Včera večer o 9. hod. byl mezi Liesingem a Alzersdorfem do Vídně jedoucím osobním vlakem jízní dráhy přejet knihkupecký příruční Ludvík Flachbarth. Dle údajů ostatních cestujících spadl s můstku, při čemž přišel pod kola a utrpěl těžké zranění. Byl dopraven do nemocnice v Mödlingu. — [566, 576, 1091, 664]
bourse-quote: 259·50 — [1653, 758, 1695, 772]
subhead-brussels: Výbuch v Bruselu. — [753, 234, 904, 252]
news-item: = Kravalista. Známý pijan Antonín Jirčík z Brna způsobil včera ráno o 8. hodině na Nové ulici velké pohoršení: řádil tak, že bylo nutno zavolati stráž bezpečnosti, aby jej zatkla. Jirčík se nedal nijak zkrotiti, musil být hrubě veden do káznice, kde se k ruce dostal a pozoroval se chování jeho. Jirčík, jak se ukázalo, jest pijan a když se opije, dělá v pozorovacím oddělení zemské nemocnice. — [13, 843, 551, 949]
bourse-quote: 599·— — [1660, 725, 1695, 739]
news-item-text: V neděli dne 10. t. m. večer o 10. hod. sporobyvatelé šli na procházku a poblíž mlýna v Proštějově pluli po řece na lodičce, když se loď převrhla a tři osoby spadly do vody; dvě se zachránily, Anna Spilková však utonula. — [13, 1406, 551, 1476]
page-header — [13, 0, 1695, 55]
bourse-row — [1406, 691, 1695, 707]
news-paragraph: Z Pešti, 18. června. Poslanecká sněmovna přijala návrh zákona o stažení jedné části pohyblivého dluhu a návrh ohledně pensionování učitelů státem. Na to zahájeno rokování o obchodní smlouvě s Ruskem. — [566, 921, 1091, 974]
bourse-security-name: Všeob. rak. stavební spol. — [1406, 991, 1589, 1005]
news-item-heading: Spadl se skály na Františkově. — [48, 1049, 298, 1065]
news-item-text: Nádeník Josef Křemonský v Trýlandě vypil tak značné množství kořalky, že následkem toho na poli, kde klesl, zemřel. Zde druhého dne byl nalezen mrtvolou. — [13, 1272, 551, 1324]
issue-date: 19. června 1894. — [1180, 17, 1343, 38]
letter-signature-title: redaktor „Vyšehradu“. — [1538, 1574, 1695, 1590]
bourse-security-name: Úvěrní akcie — [1106, 858, 1191, 872]
bourse-quote: 109·— — [1359, 958, 1395, 972]
bourse-quote: 471·— — [1660, 975, 1695, 988]
telegraph-headline: Telefonické a telegrafické zprávy „Lidových Novin“. — [617, 70, 1041, 141]
news-paragraph: Z Vídně, 18. června. Včera v jednom hostinci na Leopoldově konala se schůze sociálních demokratů s bouřlivým průběhem. Schůze byla rozpuštěna a policie sál vyklidila. — [566, 670, 1091, 723]
bourse-row — [1106, 691, 1395, 707]
bourse-quote: 261·25 — [1353, 975, 1395, 988]
section-rule — [566, 1059, 1091, 1061]
bourse-row — [1106, 957, 1395, 974]
market-reports-heading: Tržní zprávy. — [1339, 271, 1462, 291]
bourse-row — [1406, 1040, 1695, 1057]
news-item-text: Včera odpoledne usnul na lavičce v Lužánkách mladý jistý muž: nějaký Bohopráštěk přisedl k němu a sebral jemu stříbrné kapesní hodinky se stříbrným řetízkem, vše v ceně 30 zl. Když se spánek probudil a sáhl si do kapsy u vesty, veděl hned, že je okraden. — [13, 955, 551, 1043]
page-number: Strana 3. — [1606, 17, 1695, 38]
bourse-security-name: Lupkovská dráha — [1106, 1025, 1212, 1038]
bourse-security-name: Rima — [1106, 758, 1135, 772]
lottery-paragraph: Budínské losy. Hlavní výhra při posledním tahu 20.000 zl. připadla na č. 7580, druhá 5000 zl. na č. 46320; po 200 zl. vyhrávají čísla 3375, 7447, 43143, 43386, 49693; po 100 zl. č. 2380, 4764, 4994, 7077, 9984, 10919, 12143, 14356, 14477, 15827, 20412, 21878, 27439, 29088, 32753, 35994, 38309, 45010. Kromě toho vyhrává 975 losů po 60 zl. — [1106, 65, 1695, 153]
bourse-security-name: Uh. esk. banka — [1106, 742, 1205, 755]
bourse-quote: 277·50 — [1653, 775, 1695, 789]
bourse-quote: 61·35 — [1660, 692, 1695, 705]
bourse-security-name: Länderbanka — [1106, 892, 1183, 905]
bourse-quote: 134·25 — [1653, 708, 1695, 722]
bourse-quote: 120·75 — [1353, 692, 1395, 705]
bourse-security-name: Sev.-záp. dr. lit. A — [1106, 991, 1247, 1005]
